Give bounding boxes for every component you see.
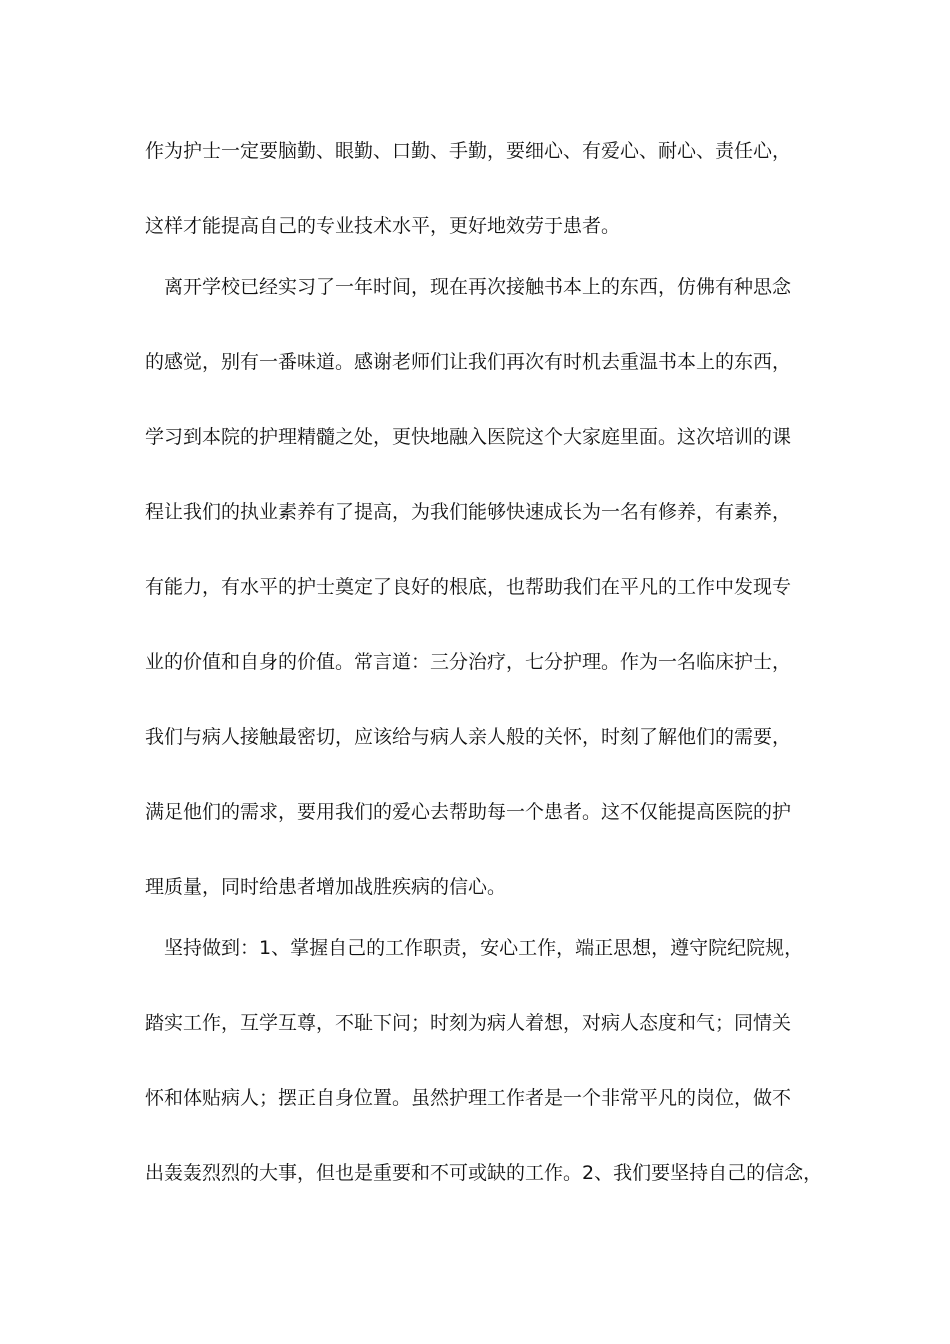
text-line: 满足他们的需求，要用我们的爱心去帮助每一个患者。这不仅能提高医院的护 [145, 801, 792, 823]
text-line: 作为护士一定要脑勤、眼勤、口勤、手勤，要细心、有爱心、耐心、责任心， [145, 140, 792, 162]
text-line: 离开学校已经实习了一年时间，现在再次接触书本上的东西，仿佛有种思念 [145, 276, 792, 298]
text-line: 怀和体贴病人；摆正自身位置。虽然护理工作者是一个非常平凡的岗位，做不 [145, 1087, 792, 1109]
text-line: 理质量，同时给患者增加战胜疾病的信心。 [145, 876, 507, 898]
text-line: 程让我们的执业素养有了提高，为我们能够快速成长为一名有修养，有素养， [145, 501, 792, 523]
text-line: 踏实工作，互学互尊，不耻下问；时刻为病人着想，对病人态度和气；同情关 [145, 1012, 792, 1034]
text-line: 出轰轰烈烈的大事，但也是重要和不可或缺的工作。2、我们要坚持自己的信念， [145, 1162, 823, 1184]
text-line: 学习到本院的护理精髓之处，更快地融入医院这个大家庭里面。这次培训的课 [145, 426, 792, 448]
text-line: 的感觉，别有一番味道。感谢老师们让我们再次有时机去重温书本上的东西， [145, 351, 792, 373]
text-line: 业的价值和自身的价值。常言道：三分治疗，七分护理。作为一名临床护士， [145, 651, 792, 673]
text-line: 这样才能提高自己的专业技术水平，更好地效劳于患者。 [145, 215, 621, 237]
text-line: 坚持做到：1、掌握自己的工作职责，安心工作，端正思想，遵守院纪院规， [145, 937, 804, 959]
text-line: 有能力，有水平的护士奠定了良好的根底，也帮助我们在平凡的工作中发现专 [145, 576, 792, 598]
text-line: 我们与病人接触最密切，应该给与病人亲人般的关怀，时刻了解他们的需要， [145, 726, 792, 748]
